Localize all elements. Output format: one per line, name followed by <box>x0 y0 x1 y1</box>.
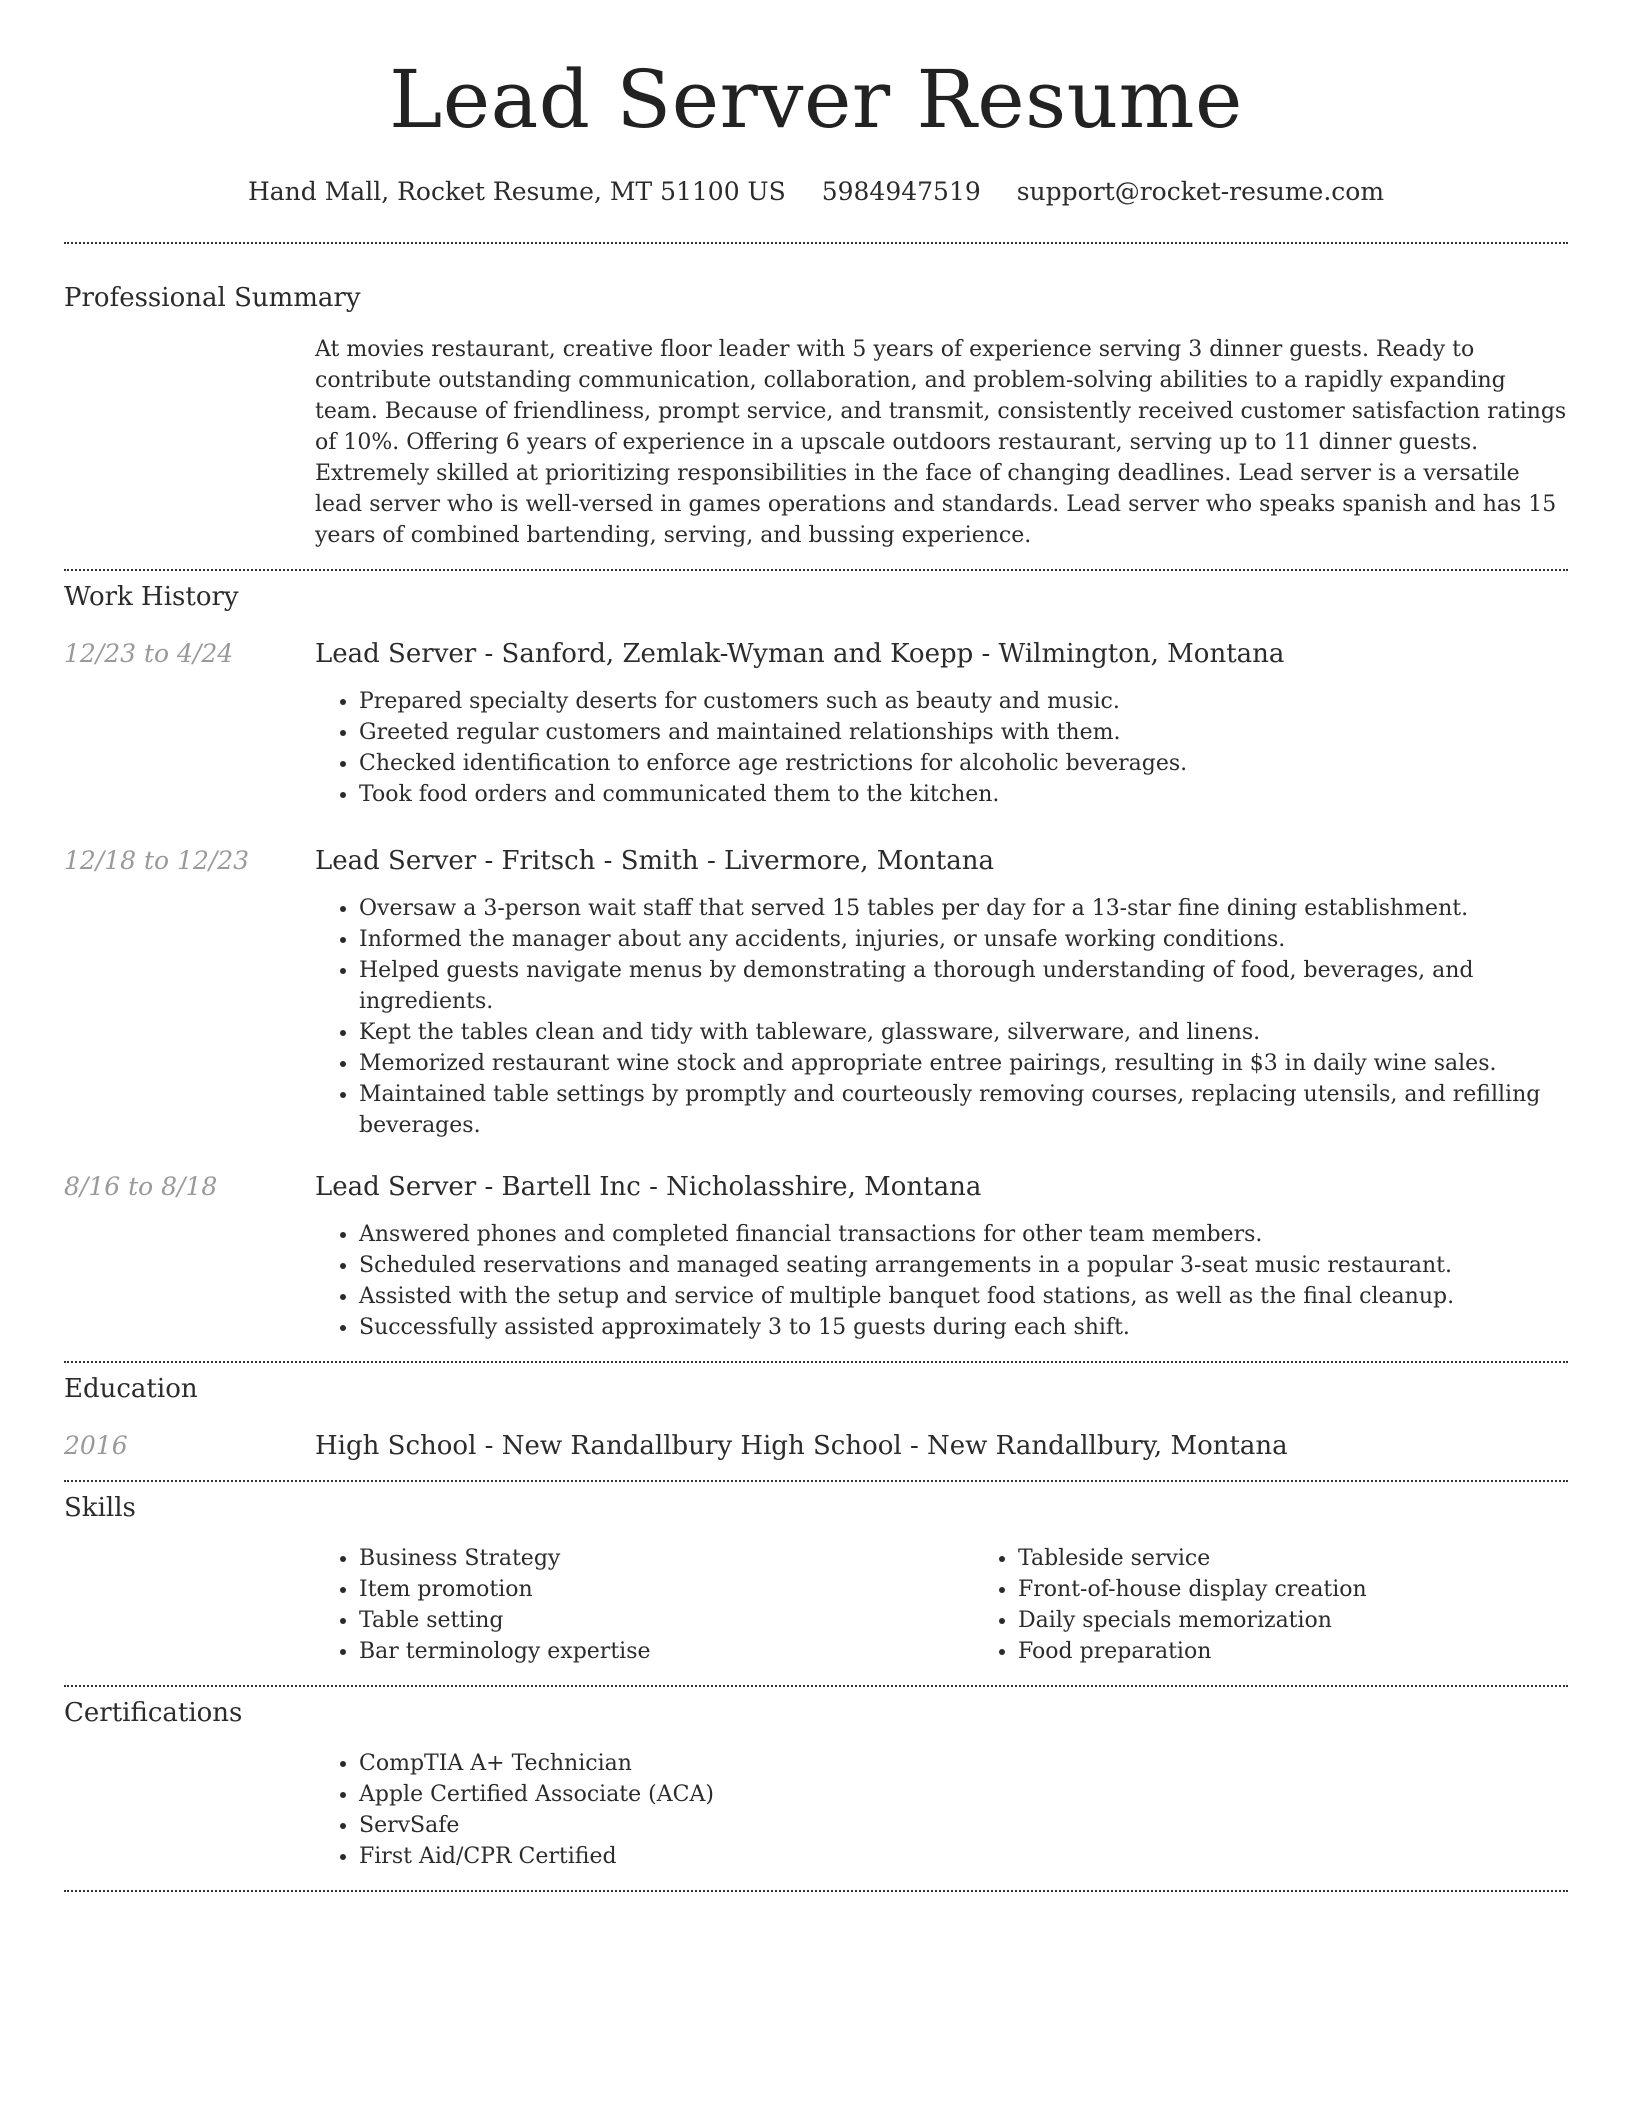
skills-row <box>64 1543 1568 1667</box>
summary-body <box>315 334 1568 551</box>
divider <box>64 569 1568 571</box>
job-dates: 12/23 to 4/24 <box>64 639 234 668</box>
certifications-section <box>64 1696 1568 1872</box>
certifications-heading: Certifications <box>64 1698 243 1728</box>
job-dates: 8/16 to 8/18 <box>64 1172 218 1201</box>
summary-section <box>64 281 1568 551</box>
contact-email: support@rocket-resume.com <box>1016 177 1385 206</box>
work-heading: Work History <box>64 582 239 612</box>
list-item: • Oversaw a 3-person wait staff that served 15 tables per day for a 13-star fine dining establishment. <box>359 893 1568 924</box>
education-heading: Education <box>64 1374 198 1404</box>
job-title: Lead Server - Fritsch - Smith - Livermore, Montana <box>315 846 994 876</box>
job-body <box>315 845 1568 1141</box>
contact-line <box>64 176 1568 208</box>
page-title: Lead Server Resume <box>389 53 1243 146</box>
education-year: 2016 <box>64 1431 128 1460</box>
list-item: • Assisted with the setup and service of multiple banquet food stations, as well as the final cleanup. <box>359 1281 1568 1312</box>
list-item: • Business Strategy <box>359 1543 974 1574</box>
list-item: • Successfully assisted approximately 3 to 15 guests during each shift. <box>359 1312 1568 1343</box>
list-item: • Table setting <box>359 1605 974 1636</box>
list-item: • Daily specials memorization <box>1018 1605 1632 1636</box>
contact-address: Hand Mall, Rocket Resume, MT 51100 US <box>247 177 786 206</box>
job-body <box>315 638 1568 810</box>
work-section <box>64 580 1568 1343</box>
skills-section <box>64 1491 1568 1667</box>
certifications-row <box>64 1748 1568 1872</box>
job-duties <box>315 1219 1568 1343</box>
list-item: • Prepared specialty deserts for customers such as beauty and music. <box>359 686 1568 717</box>
list-item: • Scheduled reservations and managed seating arrangements in a popular 3-seat music restaurant. <box>359 1250 1568 1281</box>
education-entry <box>64 1430 1568 1462</box>
job-body <box>315 1171 1568 1343</box>
divider <box>64 1890 1568 1892</box>
divider <box>64 1480 1568 1482</box>
education-body <box>315 1430 1568 1462</box>
skills-list-right <box>974 1543 1632 1667</box>
summary-row <box>64 334 1568 551</box>
skills-grid <box>315 1543 1632 1667</box>
job-entry <box>64 845 1568 1141</box>
job-duties <box>315 686 1568 810</box>
list-item: • Food preparation <box>1018 1636 1632 1667</box>
list-item: • ServSafe <box>359 1810 1568 1841</box>
job-title: Lead Server - Bartell Inc - Nicholasshire, Montana <box>315 1172 982 1202</box>
summary-spacer <box>64 334 315 551</box>
list-item: • Apple Certified Associate (ACA) <box>359 1779 1568 1810</box>
certifications-list <box>315 1748 1568 1872</box>
certifications-body <box>315 1748 1568 1872</box>
list-item: • Maintained table settings by promptly and courteously removing courses, replacing utensils, and refilling beverages. <box>359 1079 1568 1141</box>
job-duties <box>315 893 1568 1141</box>
job-dates: 12/18 to 12/23 <box>64 846 250 875</box>
list-item: • Item promotion <box>359 1574 974 1605</box>
summary-text: At movies restaurant, creative floor leader with 5 years of experience serving 3 dinner guests. Ready to contribute outstanding communication, collaboration, and problem-solving abilities to a rapidly expanding team. Because of friendliness, prompt service, and transmit, consistently received customer satisfaction ratings of 10%. Offering 6 years of experience in a upscale outdoors restaurant, serving up to 11 dinner guests. Extremely skilled at prioritizing responsibilities in the face of changing deadlines. Lead server is a versatile lead server who is well-versed in games operations and standards. Lead server who speaks spanish and has 15 years of combined bartending, serving, and bussing experience. <box>315 337 1567 548</box>
skills-spacer <box>64 1543 315 1667</box>
list-item: • Took food orders and communicated them to the kitchen. <box>359 779 1568 810</box>
list-item: • Kept the tables clean and tidy with tableware, glassware, silverware, and linens. <box>359 1017 1568 1048</box>
list-item: • Tableside service <box>1018 1543 1632 1574</box>
skills-heading: Skills <box>64 1493 136 1523</box>
divider <box>64 242 1568 244</box>
summary-heading: Professional Summary <box>64 283 361 313</box>
list-item: • Front-of-house display creation <box>1018 1574 1632 1605</box>
contact-phone: 5984947519 <box>821 177 981 206</box>
job-entry <box>64 638 1568 810</box>
list-item: • Memorized restaurant wine stock and appropriate entree pairings, resulting in $3 in daily wine sales. <box>359 1048 1568 1079</box>
divider <box>64 1685 1568 1687</box>
list-item: • Greeted regular customers and maintained relationships with them. <box>359 717 1568 748</box>
job-title: Lead Server - Sanford, Zemlak-Wyman and Koepp - Wilmington, Montana <box>315 639 1285 669</box>
education-section <box>64 1372 1568 1462</box>
divider <box>64 1361 1568 1363</box>
list-item: • Answered phones and completed financial transactions for other team members. <box>359 1219 1568 1250</box>
education-title: High School - New Randallbury High School - New Randallbury, Montana <box>315 1431 1288 1461</box>
list-item: • CompTIA A+ Technician <box>359 1748 1568 1779</box>
job-entry <box>64 1171 1568 1343</box>
skills-list-left <box>315 1543 974 1667</box>
list-item: • Checked identification to enforce age restrictions for alcoholic beverages. <box>359 748 1568 779</box>
certifications-spacer <box>64 1748 315 1872</box>
list-item: • Helped guests navigate menus by demonstrating a thorough understanding of food, beverages, and ingredients. <box>359 955 1568 1017</box>
list-item: • Bar terminology expertise <box>359 1636 974 1667</box>
list-item: • First Aid/CPR Certified <box>359 1841 1568 1872</box>
list-item: • Informed the manager about any accidents, injuries, or unsafe working conditions. <box>359 924 1568 955</box>
